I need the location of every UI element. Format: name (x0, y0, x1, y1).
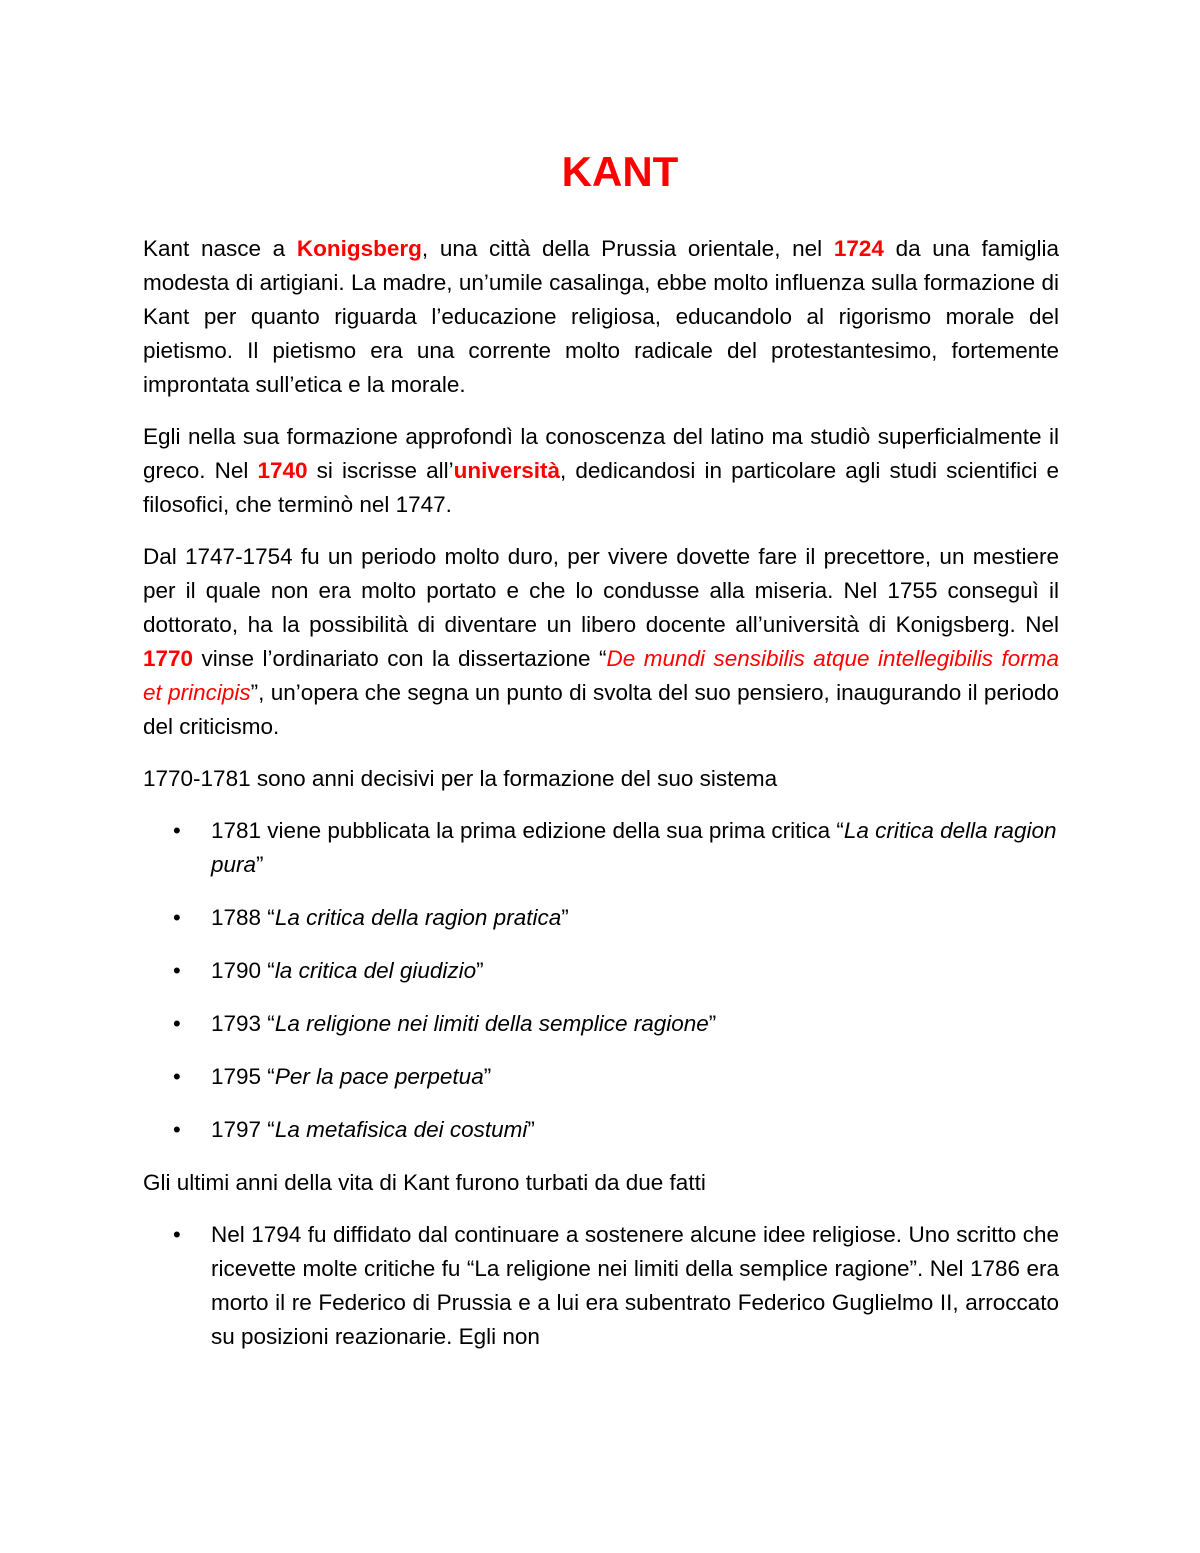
work-close: ” (483, 1064, 492, 1089)
highlight-konigsberg: Konigsberg (296, 236, 422, 261)
paragraph-last-years: Gli ultimi anni della vita di Kant furono turbati da due fatti (143, 1170, 706, 1195)
work-year: 1797 “ (211, 1117, 275, 1142)
text-run: da una famiglia modesta di artigiani. La madre, un’umile casalinga, ebbe molto influenza sulla formazione di Kant per quanto riguarda l’educazione religiosa, educandolo al rigorismo morale del pietismo. Il pietismo era una corrente molto radicale del protestantesimo, fortemente improntata sull’etica e la morale. (143, 236, 1060, 397)
highlight-1770: 1770 (143, 646, 194, 671)
bullet-icon: • (173, 1117, 181, 1142)
work-title: Per la pace perpetua (274, 1064, 484, 1089)
list-item (143, 1113, 1059, 1147)
facts-list (143, 1218, 1059, 1354)
work-year: 1790 “ (211, 958, 275, 983)
list-item (143, 1007, 1059, 1041)
bullet-icon: • (173, 818, 181, 843)
highlight-1724: 1724 (833, 236, 884, 261)
works-list (143, 814, 1059, 1147)
text-run: Kant nasce a (143, 236, 297, 261)
list-item (143, 901, 1059, 935)
paragraph-system: 1770-1781 sono anni decisivi per la formazione del suo sistema (143, 766, 778, 791)
text-run: vinse l’ordinariato con la dissertazione “ (193, 646, 607, 671)
text-run: Dal 1747-1754 fu un periodo molto duro, per vivere dovette fare il precettore, un mestiere per il quale non era molto portato e che lo condusse alla miseria. Nel 1755 conseguì il dottorato, ha la possibilità di diventare un libero docente all’università di Konigsberg. Nel (143, 544, 1059, 637)
text-run: , una città della Prussia orientale, nel (421, 236, 834, 261)
bullet-icon: • (173, 1011, 181, 1036)
bullet-icon: • (173, 1064, 181, 1089)
paragraph-career (143, 540, 1059, 744)
work-title: la critica del giudizio (274, 958, 477, 983)
work-year: 1795 “ (211, 1064, 275, 1089)
fact-text: Nel 1794 fu diffidato dal continuare a sostenere alcune idee religiose. Uno scritto che ricevette molte critiche fu “La religione nei limiti della semplice ragione”. Nel 1786 era morto il re Federico di Prussia e a lui era subentrato Federico Guglielmo II, arroccato su posizioni reazionarie. Egli non (211, 1222, 1059, 1349)
work-year: 1781 viene pubblicata la prima edizione della sua prima critica “ (211, 818, 844, 843)
highlight-universita: università (453, 458, 560, 483)
bullet-icon: • (173, 905, 181, 930)
work-close: ” (708, 1011, 717, 1036)
work-title: La critica della ragion pura (211, 818, 1057, 877)
bullet-icon: • (173, 1222, 181, 1247)
bullet-icon: • (173, 958, 181, 983)
work-close: ” (476, 958, 484, 983)
highlight-dissertation-title: De mundi sensibilis atque intellegibilis forma et principis (143, 646, 1059, 705)
work-close: ” (527, 1117, 535, 1142)
text-run: , dedicandosi in particolare agli studi scientifici e filosofici, che terminò nel 1747. (143, 458, 1059, 517)
work-title: La metafisica dei costumi (274, 1117, 528, 1142)
document-title: KANT (561, 148, 679, 195)
text-run: si iscrisse all’ (307, 458, 454, 483)
paragraph-birth (143, 232, 1059, 402)
list-item (143, 1060, 1059, 1094)
work-year: 1793 “ (211, 1011, 275, 1036)
work-title: La critica della ragion pratica (274, 905, 562, 930)
list-item (143, 814, 1059, 882)
text-run: ”, un’opera che segna un punto di svolta del suo pensiero, inaugurando il periodo del criticismo. (143, 680, 1059, 739)
list-item (143, 1218, 1059, 1354)
work-title: La religione nei limiti della semplice ragione (274, 1011, 709, 1036)
text-run: Egli nella sua formazione approfondì la conoscenza del latino ma studiò superficialmente il greco. Nel (143, 424, 1059, 483)
work-close: ” (256, 852, 264, 877)
work-close: ” (561, 905, 569, 930)
highlight-1740: 1740 (257, 458, 308, 483)
document-body (143, 232, 1059, 1373)
work-year: 1788 “ (211, 905, 275, 930)
list-item (143, 954, 1059, 988)
paragraph-education (143, 420, 1059, 522)
